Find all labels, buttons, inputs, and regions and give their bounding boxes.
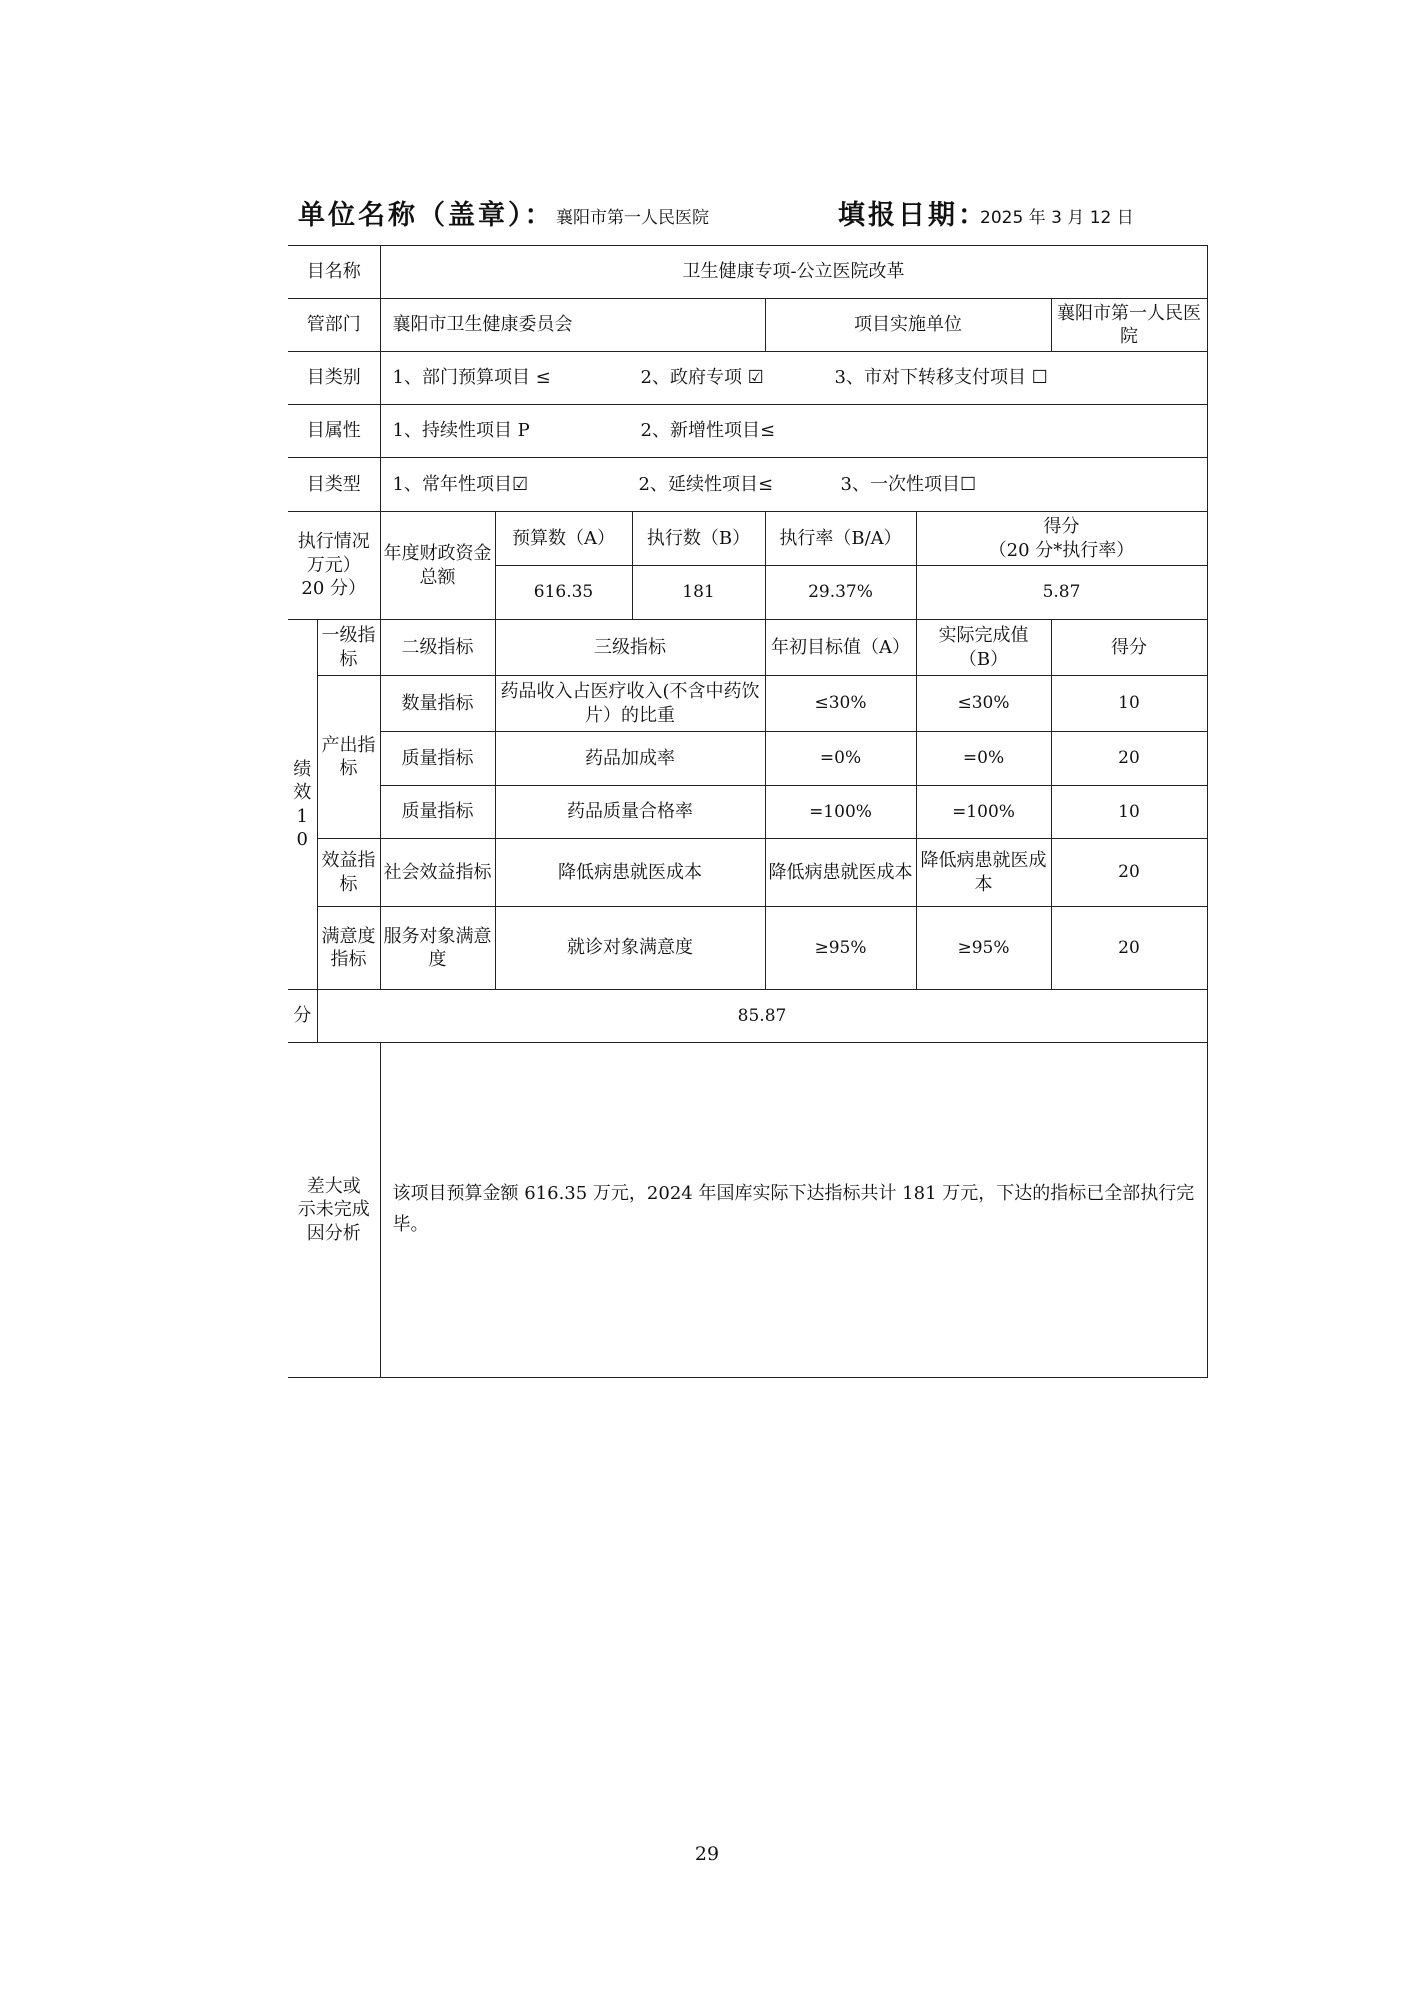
execution-score-header	[916, 512, 1207, 566]
indicator-row	[288, 839, 1207, 907]
project-attribute-options	[380, 405, 1207, 458]
category-option-3: 3、市对下转移支付项目 ☐	[834, 367, 1048, 389]
implementing-unit-label: 项目实施单位	[765, 299, 1051, 352]
indicator-level2: 服务对象满意度	[380, 907, 495, 990]
category-option-2: 2、政府专项 ☑	[640, 367, 764, 389]
page-number: 29	[694, 1843, 720, 1865]
indicator-target: 降低病患就医成本	[765, 839, 916, 907]
project-name-label: 目名称	[288, 246, 380, 299]
project-category-row	[288, 352, 1207, 405]
indicator-level3: 药品加成率	[495, 732, 765, 786]
fill-date-value: 2025 年 3 月 12 日	[980, 208, 1134, 228]
indicator-level2: 质量指标	[380, 786, 495, 839]
side-label-char-3: 1	[296, 805, 308, 827]
indicator-target: ≥95%	[765, 907, 916, 990]
project-category-options	[380, 352, 1207, 405]
actual-value: 181	[632, 566, 765, 620]
execution-score-value: 5.87	[916, 566, 1207, 620]
target-value-header: 年初目标值（A）	[765, 620, 916, 676]
analysis-label-line-1: 差大或	[306, 1175, 361, 1197]
execution-rate-value: 29.37%	[765, 566, 916, 620]
project-type-row	[288, 458, 1207, 512]
execution-rate-header: 执行率（B/A）	[765, 512, 916, 566]
attribute-option-1: 1、持续性项目 P	[392, 420, 530, 442]
indicator-level3: 就诊对象满意度	[495, 907, 765, 990]
indicator-level3: 药品收入占医疗收入(不含中药饮片）的比重	[495, 676, 765, 732]
indicator-score-header: 得分	[1051, 620, 1207, 676]
total-score-value: 85.87	[317, 990, 1207, 1043]
fill-date-label: 填报日期：	[838, 200, 988, 231]
analysis-label-line-3: 因分析	[306, 1222, 361, 1244]
indicator-score: 20	[1051, 839, 1207, 907]
total-score-row	[288, 990, 1207, 1043]
indicator-level2: 质量指标	[380, 732, 495, 786]
fund-total-label: 年度财政资金总额	[380, 512, 495, 620]
performance-indicator-label	[288, 620, 317, 990]
indicator-target: =0%	[765, 732, 916, 786]
analysis-label	[288, 1043, 380, 1378]
report-header	[298, 193, 1258, 241]
indicator-level3: 药品质量合格率	[495, 786, 765, 839]
indicator-row	[288, 732, 1207, 786]
department-row	[288, 299, 1207, 352]
project-type-label: 目类型	[288, 458, 380, 512]
indicator-actual: ≤30%	[916, 676, 1051, 732]
actual-value-header: 实际完成值（B）	[916, 620, 1051, 676]
indicator-row	[288, 786, 1207, 839]
analysis-row	[288, 1043, 1207, 1378]
execution-label-line-3: 20 分）	[301, 578, 367, 600]
indicator-row	[288, 676, 1207, 732]
level1-header: 一级指标	[317, 620, 380, 676]
project-category-label: 目类别	[288, 352, 380, 405]
execution-score-header-line-2: （20 分*执行率）	[988, 539, 1135, 561]
project-attribute-row	[288, 405, 1207, 458]
indicator-actual: ≥95%	[916, 907, 1051, 990]
side-label-char-1: 绩	[293, 758, 312, 780]
indicator-score: 20	[1051, 907, 1207, 990]
self-evaluation-table	[288, 245, 1208, 1378]
indicator-actual: 降低病患就医成本	[916, 839, 1051, 907]
department-label: 管部门	[288, 299, 380, 352]
budget-header: 预算数（A）	[495, 512, 632, 566]
attribute-option-2: 2、新增性项目≤	[640, 420, 776, 442]
execution-label-line-2: 万元）	[306, 554, 361, 576]
side-label-char-4: 0	[296, 828, 308, 850]
level2-header: 二级指标	[380, 620, 495, 676]
project-name-value: 卫生健康专项-公立医院改革	[380, 246, 1207, 299]
total-score-label: 分	[288, 990, 317, 1043]
indicator-row	[288, 907, 1207, 990]
unit-name-value: 襄阳市第一人民医院	[556, 208, 709, 228]
output-indicator-label: 产出指标	[317, 676, 380, 839]
execution-label-line-1: 执行情况	[297, 531, 370, 553]
indicator-level2: 社会效益指标	[380, 839, 495, 907]
project-name-row	[288, 246, 1207, 299]
project-type-options	[380, 458, 1207, 512]
budget-value: 616.35	[495, 566, 632, 620]
indicator-target: =100%	[765, 786, 916, 839]
indicator-score: 20	[1051, 732, 1207, 786]
unit-name-label: 单位名称（盖章）：	[298, 200, 555, 231]
implementing-unit-value: 襄阳市第一人民医院	[1051, 299, 1207, 352]
indicator-score: 10	[1051, 676, 1207, 732]
execution-label	[288, 512, 380, 620]
indicator-level2: 数量指标	[380, 676, 495, 732]
indicator-actual: =0%	[916, 732, 1051, 786]
benefit-indicator-label: 效益指标	[317, 839, 380, 907]
execution-header-row	[288, 512, 1207, 566]
analysis-label-line-2: 示未完成	[297, 1199, 370, 1221]
side-label-char-2: 效	[293, 782, 312, 804]
category-option-1: 1、部门预算项目 ≤	[392, 367, 551, 389]
indicator-score: 10	[1051, 786, 1207, 839]
type-option-2: 2、延续性项目≤	[638, 473, 774, 495]
department-value: 襄阳市卫生健康委员会	[380, 299, 765, 352]
actual-header: 执行数（B）	[632, 512, 765, 566]
indicator-target: ≤30%	[765, 676, 916, 732]
indicator-header-row	[288, 620, 1207, 676]
indicator-actual: =100%	[916, 786, 1051, 839]
satisfaction-indicator-label: 满意度指标	[317, 907, 380, 990]
project-attribute-label: 目属性	[288, 405, 380, 458]
type-option-1: 1、常年性项目☑	[392, 473, 529, 495]
execution-score-header-line-1: 得分	[1043, 516, 1080, 538]
type-option-3: 3、一次性项目☐	[840, 473, 977, 495]
indicator-level3: 降低病患就医成本	[495, 839, 765, 907]
level3-header: 三级指标	[495, 620, 765, 676]
analysis-text: 该项目预算金额 616.35 万元，2024 年国库实际下达指标共计 181 万元，下达的指标已全部执行完毕。	[380, 1043, 1207, 1378]
